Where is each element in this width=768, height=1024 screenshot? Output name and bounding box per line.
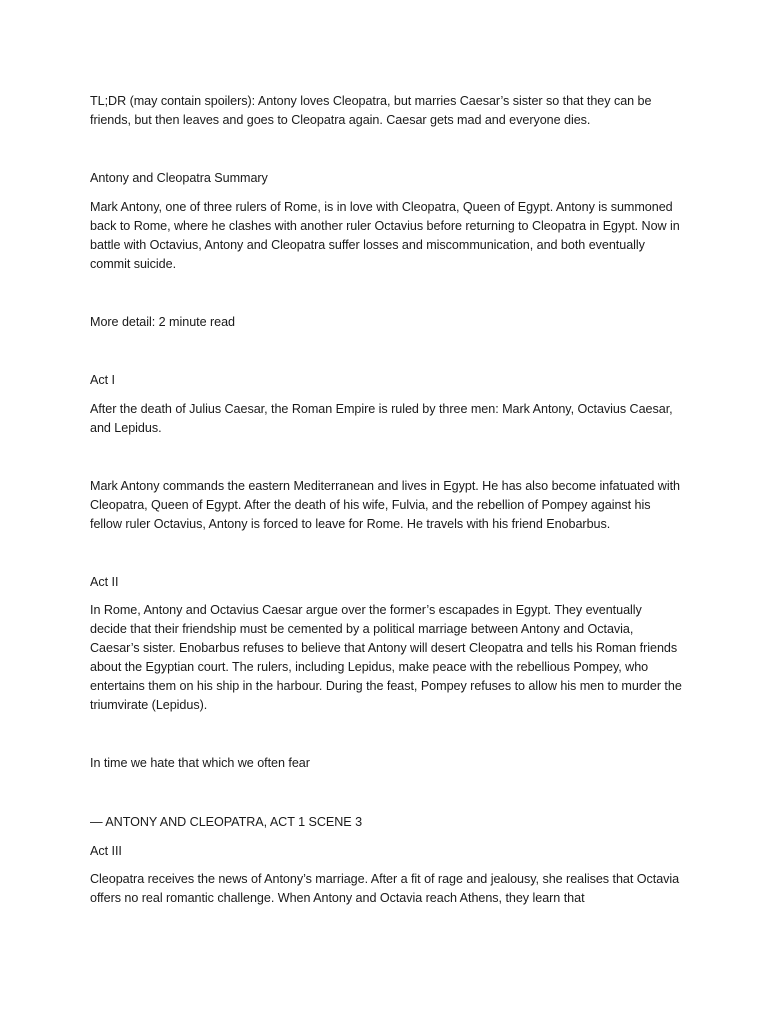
- summary-paragraph: Mark Antony, one of three rulers of Rome, is in love with Cleopatra, Queen of Egypt. Antony is summoned back to Rome, where he clashes with another ruler Octavius before returning to Cleopatra in Egypt. Now in battle with Octavius, Antony and Cleopatra suffer losses and miscommunication, and both eventually commit suicide.: [90, 200, 680, 271]
- act-1-heading: Act I: [90, 373, 115, 387]
- act-2-heading: Act II: [90, 575, 119, 589]
- quote-source: — ANTONY AND CLEOPATRA, ACT 1 SCENE 3: [90, 815, 363, 829]
- act-1-paragraph-2: Mark Antony commands the eastern Mediterranean and lives in Egypt. He has also become infatuated with Cleopatra, Queen of Egypt. After the death of his wife, Fulvia, and the rebellion of Pompey against his fellow ruler Octavius, Antony is forced to leave for Rome. He travels with his friend Enobarbus.: [90, 479, 680, 531]
- tldr-paragraph: TL;DR (may contain spoilers): Antony loves Cleopatra, but marries Caesar’s sister so that they can be friends, but then leaves and goes to Cleopatra again. Caesar gets mad and everyone dies.: [90, 94, 652, 127]
- more-detail-label: More detail: 2 minute read: [90, 315, 236, 329]
- act-3-heading: Act III: [90, 844, 122, 858]
- act-2-paragraph-1: In Rome, Antony and Octavius Caesar argue over the former’s escapades in Egypt. They eventually decide that their friendship must be cemented by a political marriage between Antony and Octavia, Caesar’s sister. Enobarbus refuses to believe that Antony will desert Cleopatra and tells his Roman friends about the Egyptian court. The rulers, including Lepidus, make peace with the rebellious Pompey, who entertains them on his ship in the harbour. During the feast, Pompey refuses to allow his men to murder the triumvirate (Lepidus).: [90, 603, 682, 712]
- summary-heading: Antony and Cleopatra Summary: [90, 171, 268, 185]
- pull-quote: In time we hate that which we often fear: [90, 756, 310, 770]
- act-1-paragraph-1: After the death of Julius Caesar, the Roman Empire is ruled by three men: Mark Antony, Octavius Caesar, and Lepidus.: [90, 402, 673, 435]
- act-3-paragraph-1: Cleopatra receives the news of Antony’s marriage. After a fit of rage and jealousy, she realises that Octavia offers no real romantic challenge. When Antony and Octavia reach Athens, they learn that: [90, 872, 680, 905]
